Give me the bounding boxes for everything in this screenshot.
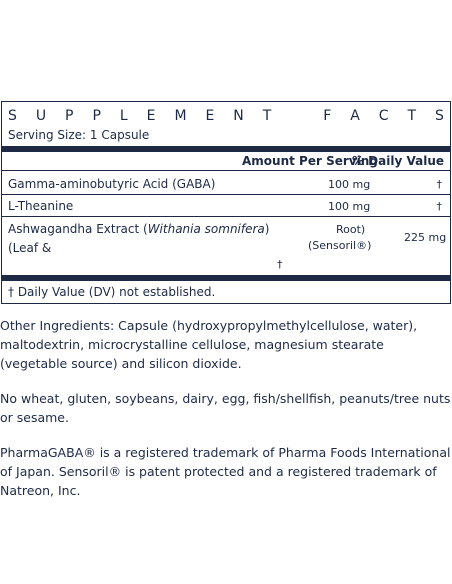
daily-value-header: % Daily Value — [351, 154, 444, 168]
row-divider — [2, 194, 450, 195]
serving-size: Serving Size: 1 Capsule — [8, 128, 150, 142]
supplement-facts-panel — [1, 101, 451, 304]
title-letter: M — [174, 108, 187, 124]
ingredient-name: L-Theanine — [8, 199, 74, 213]
title-letter: S — [8, 108, 17, 124]
ashwagandha-amount: 225 mg — [404, 231, 447, 244]
title-letter: P — [92, 108, 101, 124]
title-letter: T — [407, 108, 417, 124]
ashwagandha-name — [8, 222, 269, 236]
trademark-statement: PharmaGABA® is a registered trademark of Pharma Foods International of Japan. Sensoril® is patent protected and a registered trademark of Natreon, Inc. — [0, 445, 451, 498]
ashwagandha-name-suffix: ) — [264, 222, 270, 236]
ashwagandha-latin-name: Withania somnifera — [147, 222, 265, 236]
title-letter: U — [35, 108, 47, 124]
title-letter: A — [350, 108, 360, 124]
ashwagandha-part-root: Root) — [336, 223, 366, 236]
title-letter: S — [435, 108, 444, 124]
title-letter: E — [146, 108, 156, 124]
ingredient-dv: † — [436, 200, 442, 213]
ashwagandha-part-sensoril: (Sensoril®) — [308, 239, 372, 252]
row-divider — [2, 216, 450, 217]
supplement-facts-title — [8, 108, 444, 124]
title-letter: L — [119, 108, 128, 124]
dv-footnote: † Daily Value (DV) not established. — [8, 285, 216, 299]
ingredient-amount: 100 mg — [328, 178, 371, 191]
allergen-statement: No wheat, gluten, soybeans, dairy, egg, fish/shellfish, peanuts/tree nuts or sesame. — [0, 391, 451, 425]
title-gap — [290, 108, 304, 124]
title-letter: P — [65, 108, 74, 124]
title-letter: E — [205, 108, 215, 124]
ashwagandha-name-prefix: Ashwagandha Extract ( — [8, 222, 148, 236]
thick-divider — [2, 146, 450, 152]
title-letter: N — [233, 108, 244, 124]
ashwagandha-name-line2: (Leaf & — [8, 241, 52, 255]
header-divider — [2, 170, 450, 171]
amount-per-serving-header: Amount Per Serving — [242, 154, 378, 168]
ingredient-name: Gamma-aminobutyric Acid (GABA) — [8, 177, 216, 191]
thick-divider — [2, 275, 450, 281]
other-ingredients: Other Ingredients: Capsule (hydroxypropylmethylcellulose, water), maltodextrin, microcrystalline cellulose, magnesium stearate (vegetable source) and silicon dioxide. — [0, 318, 418, 371]
ingredient-dv: † — [436, 178, 442, 191]
title-letter: F — [323, 108, 332, 124]
title-letter: T — [262, 108, 272, 124]
ashwagandha-dv: † — [277, 258, 283, 271]
title-letter: C — [378, 108, 389, 124]
ingredient-amount: 100 mg — [328, 200, 371, 213]
